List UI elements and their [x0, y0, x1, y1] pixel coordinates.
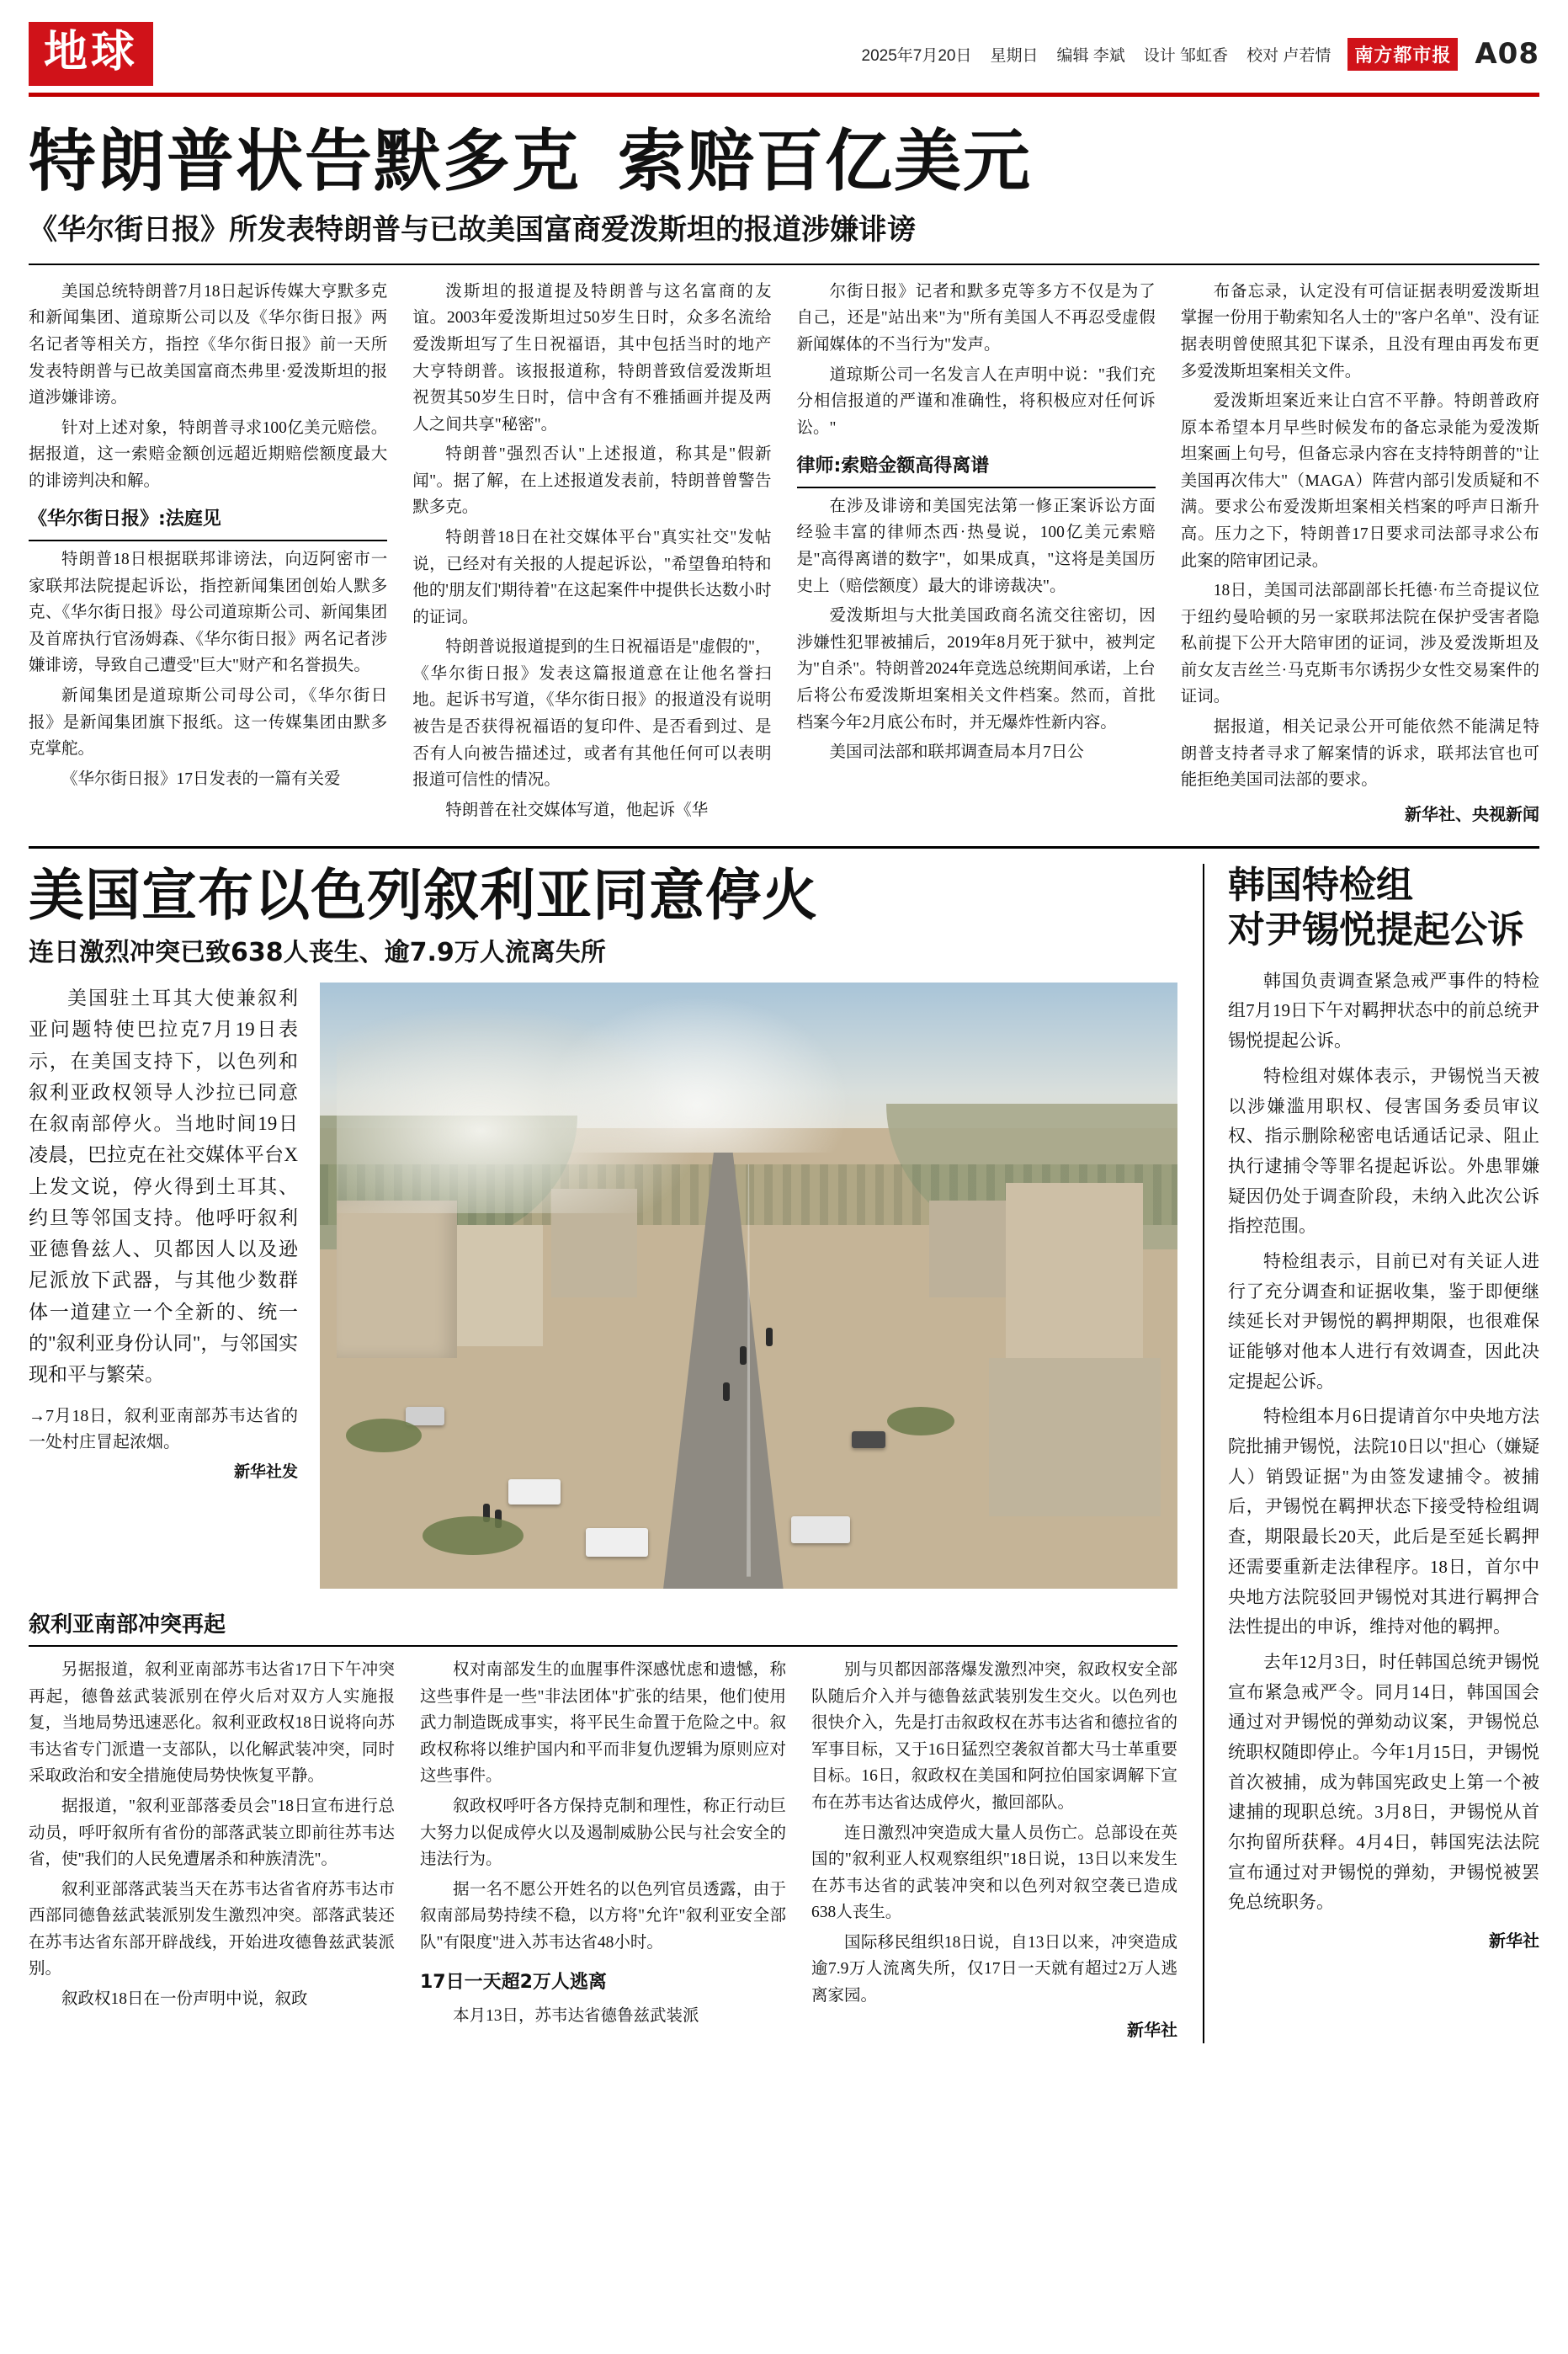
masthead-meta — [862, 43, 1331, 66]
photo-building — [457, 1225, 543, 1346]
paragraph: 特检组本月6日提请首尔中央地方法院批捕尹锡悦，法院10日以"担心（嫌疑人）销毁证据"为由签发逮捕令。被捕后，尹锡悦在羁押状态下接受特检组调查，期限最长20天，此后是至延长羁押还需要重新走法律程序。18日，首尔中央地方法院驳回尹锡悦对其进行羁押合法性提出的申诉，维持对他的羁押。 — [1228, 1406, 1539, 1638]
paragraph: 在涉及诽谤和美国宪法第一修正案诉讼方面经验丰富的律师杰西·热曼说，100亿美元索赔是"高得离谱的数字"，如果成真，"这将是美国历史上（赔偿额度）最大的诽谤裁决"。 — [796, 497, 1156, 595]
photo-person — [766, 1328, 773, 1346]
rail-byline: 新华社 — [1489, 1931, 1539, 1952]
story2-body — [29, 983, 1177, 1589]
photo-caption: →7月18日，叙利亚南部苏韦达省的一处村庄冒起浓烟。 — [29, 1407, 298, 1452]
rail-body — [1228, 967, 1539, 1955]
story1-byline: 新华社、央视新闻 — [1405, 803, 1539, 824]
photo-credit: 新华社发 — [233, 1462, 298, 1482]
story1-column-4 — [1181, 279, 1539, 828]
divider — [29, 264, 1539, 265]
page-title — [29, 124, 1539, 200]
story1-sub-heading-2: 律师:索赔金额高得离谱 — [797, 451, 1156, 488]
paragraph: 权对南部发生的血腥事件深感忧虑和遗憾，称这些事件是一些"非法团体"扩张的结果，他们使用武力制造既成事实，将平民生命置于危险之中。叙政权称将以维护国内和平而非复仇逻辑为原则应对这些事件。 — [420, 1661, 786, 1786]
story2-lead-column — [29, 983, 298, 1589]
story2-sub-heading: 17日一天超2万人逃离 — [420, 1972, 607, 1994]
paragraph: 叙政权呼吁各方保持克制和理性，称正行动巨大努力以促成停火以及遏制威胁公民与社会安全的违法行为。 — [420, 1797, 786, 1869]
paragraph: 美国总统特朗普7月18日起诉传媒大亨默多克和新闻集团、道琼斯公司以及《华尔街日报》两名记者等相关方，指控《华尔街日报》前一天所发表特朗普与已故美国富商杰弗里·爱泼斯坦的报道涉嫌诽谤。 — [29, 282, 388, 407]
photo-vehicle — [406, 1407, 444, 1425]
paragraph: 连日激烈冲突造成大量人员伤亡。总部设在英国的"叙利亚人权观察组织"18日说，13日以来发生在苏韦达省的武装冲突和以色列对叙空袭已造成638人丧生。 — [811, 1824, 1177, 1922]
masthead-right — [862, 37, 1539, 71]
story1-column-3 — [797, 279, 1156, 828]
photo-smoke-plume-2 — [543, 994, 852, 1152]
paragraph: 尔街日报》记者和默多克等多方不仅是为了自己，还是"站出来"为"所有美国人不再忍受虚假新闻媒体的不当行为"发声。 — [796, 282, 1156, 354]
story-syria-ceasefire — [29, 864, 1177, 2043]
photo-building — [989, 1358, 1161, 1515]
publish-date: 2025年7月20日 — [861, 46, 972, 65]
paragraph: 特朗普"强烈否认"上述报道，称其是"假新闻"。据了解，在上述报道发表前，特朗普曾警告默多克。 — [412, 445, 772, 517]
proofreader-credit: 校对 卢若情 — [1246, 46, 1331, 65]
editor-credit: 编辑 李斌 — [1056, 46, 1125, 65]
story2-column-3 — [811, 1657, 1177, 2043]
paragraph: 韩国负责调查紧急戒严事件的特检组7月19日下午对羁押状态中的前总统尹锡悦提起公诉。 — [1228, 970, 1539, 1052]
photo-shrub — [887, 1407, 954, 1435]
paragraph: 爱泼斯坦案近来让白宫不平静。特朗普政府原本希望本月早些时候发布的备忘录能为爱泼斯坦案画上句号，但备忘录内容在支持特朗普的"让美国再次伟大"（MAGA）阵营内部引发质疑和不满。要求公布爱泼斯坦案相关档案的呼声日渐升高。压力之下，特朗普17日要求司法部寻求公布此案的陪审团记录。 — [1180, 392, 1539, 570]
photo-building — [929, 1201, 1007, 1297]
section-badge: 地球 — [29, 22, 153, 86]
news-photo — [320, 983, 1177, 1589]
paragraph: 叙利亚部落武装当天在苏韦达省省府苏韦达市西部同德鲁兹武装派别发生激烈冲突。部落武装还在苏韦达省东部开辟战线，开始进攻德鲁兹武装派别。 — [29, 1880, 395, 1979]
photo-person — [740, 1346, 747, 1365]
paragraph: 新闻集团是道琼斯公司母公司，《华尔街日报》是新闻集团旗下报纸。这一传媒集团由默多克掌舵。 — [29, 686, 388, 759]
story2-byline: 新华社 — [1127, 2019, 1177, 2040]
paragraph: 别与贝都因部落爆发激烈冲突，叙政权安全部队随后介入并与德鲁兹武装别发生交火。以色列也很快介入，先是打击叙政权在苏韦达省和德拉省的军事目标，又于16日猛烈空袭叙首都大马士革重要目标。16日，叙政权在美国和阿拉伯国家调解下宣布在苏韦达省达成停火，撤回部队。 — [811, 1661, 1177, 1812]
paragraph: 美国司法部和联邦调查局本月7日公 — [829, 743, 1084, 762]
photo-scene — [320, 983, 1177, 1589]
rail-headline — [1228, 864, 1539, 953]
rail-headline-line-2: 对尹锡悦提起公诉 — [1228, 908, 1524, 951]
story-korea-indictment — [1203, 864, 1539, 2043]
headline-part-1: 特朗普状告默多克 — [29, 122, 581, 200]
story1-sub-heading: 《华尔街日报》:法庭见 — [29, 504, 387, 541]
paragraph: 去年12月3日，时任韩国总统尹锡悦宣布紧急戒严令。同月14日，韩国国会通过对尹锡悦的弹劾动议案，尹锡悦总统职权随即停止。今年1月15日，尹锡悦首次被捕，成为韩国宪政史上第一个被逮捕的现职总统。3月8日，尹锡悦从首尔拘留所获释。4月4日，韩国宪法法院宣布通过对尹锡悦的弹劾，尹锡悦被罢免总统职务。 — [1228, 1651, 1539, 1913]
page-number: A08 — [1475, 37, 1539, 71]
story2-section-title: 叙利亚南部冲突再起 — [29, 1607, 1177, 1647]
paragraph: 另据报道，叙利亚南部苏韦达省17日下午冲突再起，德鲁兹武装派别在停火后对双方人实施报复，当地局势迅速恶化。叙利亚政权18日说将向苏韦达省专门派遣一支部队，以化解武装冲突，同时采取政治和安全措施使局势快恢复平静。 — [29, 1661, 395, 1786]
paragraph: 据一名不愿公开姓名的以色列官员透露，由于叙南部局势持续不稳，以方将"允许"叙利亚安全部队"有限度"进入苏韦达省48小时。 — [420, 1880, 786, 1952]
photo-shrub — [423, 1516, 524, 1555]
paragraph: 叙政权18日在一份声明中说，叙政 — [61, 1989, 308, 2008]
paragraph: 泼斯坦的报道提及特朗普与这名富商的友谊。2003年爱泼斯坦过50岁生日时，众多名流给爱泼斯坦写了生日祝福语，其中包括当时的地产大亨特朗普。该报报道称，特朗普致信爱泼斯坦祝贺其50岁生日时，信中含有不雅插画并提及两人之间共享"秘密"。 — [412, 282, 772, 434]
story2-columns — [29, 1657, 1177, 2043]
photo-vehicle — [852, 1431, 885, 1448]
story2-headline: 美国宣布以色列叙利亚同意停火 — [29, 863, 818, 929]
paragraph: 特朗普18日根据联邦诽谤法，向迈阿密市一家联邦法院提起诉讼，指控新闻集团创始人默多克、《华尔街日报》母公司道琼斯公司、新闻集团及首席执行官汤姆森、《华尔街日报》两名记者涉嫌诽谤，导致自己遭受"巨大"财产和名誉损失。 — [29, 551, 388, 675]
weekday: 星期日 — [990, 46, 1039, 65]
paper-name: 南方都市报 — [1347, 38, 1458, 71]
story1-columns — [29, 279, 1539, 828]
paragraph: 特检组对媒体表示，尹锡悦当天被以涉嫌滥用职权、侵害国务委员审议权、指示删除秘密电话通话记录、阻止执行逮捕令等罪名提起诉讼。外患罪嫌疑因仍处于调查阶段，未纳入此次公诉指控范围。 — [1228, 1065, 1539, 1237]
lower-section — [29, 849, 1539, 2043]
paragraph: 据报道，"叙利亚部落委员会"18日宣布进行总动员，呼吁叙所有省份的部落武装立即前往苏韦达省，使"我们的人民免遭屠杀和种族清洗"。 — [29, 1797, 395, 1869]
story2-column-2 — [420, 1657, 786, 2043]
story2-column-1 — [29, 1657, 395, 2043]
masthead — [29, 22, 1539, 97]
story-trump-murdoch — [29, 97, 1539, 828]
masthead-left — [29, 22, 153, 86]
paragraph: 《华尔街日报》17日发表的一篇有关爱 — [61, 770, 341, 788]
story2-subhead: 连日激烈冲突已致638人丧生、逾7.9万人流离失所 — [29, 938, 606, 968]
story1-subhead: 《华尔街日报》所发表特朗普与已故美国富商爱泼斯坦的报道涉嫌诽谤 — [29, 212, 916, 247]
photo-shrub — [346, 1419, 422, 1452]
story1-column-1 — [29, 279, 387, 828]
paragraph: 特检组表示，目前已对有关证人进行了充分调查和证据收集，鉴于即便继续延长对尹锡悦的羁押期限，也很难保证能够对他本人进行有效调查，因此决定提起公诉。 — [1228, 1250, 1539, 1392]
paragraph: 国际移民组织18日说，自13日以来，冲突造成逾7.9万人流离失所，仅17日一天就有超过2万人逃离家园。 — [811, 1933, 1177, 2005]
photo-building — [1006, 1183, 1143, 1365]
photo-vehicle — [586, 1528, 648, 1557]
rail-headline-line-1: 韩国特检组 — [1228, 864, 1413, 908]
paragraph: 据报道，相关记录公开可能依然不能满足特朗普支持者寻求了解案情的诉求，联邦法官也可能拒绝美国司法部的要求。 — [1180, 718, 1539, 790]
photo-person — [723, 1382, 730, 1401]
paragraph: 爱泼斯坦与大批美国政商名流交往密切，因涉嫌性犯罪被捕后，2019年8月死于狱中，被判定为"自杀"。特朗普2024年竞选总统期间承诺，上台后将公布爱泼斯坦案相关文件档案。然而，首批档案今年2月底公布时，并无爆炸性新内容。 — [796, 607, 1156, 732]
paragraph: 18日，美国司法部副部长托德·布兰奇提议位于纽约曼哈顿的另一家联邦法院在保护受害者隐私前提下公开大陪审团的证词，涉及爱泼斯坦及前女友吉丝兰·马克斯韦尔诱拐少女性交易案件的证词。 — [1180, 582, 1539, 706]
designer-credit: 设计 邹虹香 — [1143, 46, 1229, 65]
paragraph: 布备忘录，认定没有可信证据表明爱泼斯坦掌握一份用于勒索知名人士的"客户名单"、没有证据表明曾使照其犯下谋杀，且没有理由再发布更多爱泼斯坦案相关文件。 — [1180, 282, 1539, 381]
paragraph: 针对上述对象，特朗普寻求100亿美元赔偿。据报道，这一索赔金额创远超近期赔偿额度最大的诽谤判决和解。 — [29, 418, 388, 490]
photo-vehicle — [791, 1516, 850, 1543]
paragraph: 本月13日，苏韦达省德鲁兹武装派 — [453, 2007, 699, 2026]
headline-part-2: 索赔百亿美元 — [618, 122, 1032, 200]
paragraph: 特朗普在社交媒体写道，他起诉《华 — [445, 801, 709, 819]
photo-building — [337, 1201, 457, 1358]
photo-vehicle — [508, 1479, 561, 1505]
story1-column-2 — [412, 279, 771, 828]
paragraph: 特朗普说报道提到的生日祝福语是"虚假的"，《华尔街日报》发表这篇报道意在让他名誉扫地。起诉书写道，《华尔街日报》的报道没有说明被告是否获得祝福语的复印件、是否看到过、是否有人向被告描述过，或者有其他任何可以表明报道可信性的情况。 — [412, 638, 772, 790]
paragraph: 特朗普18日在社交媒体平台"真实社交"发帖说，已经对有关报的人提起诉讼，"希望鲁珀特和他的'朋友们'期待着"在这起案件中提供长达数小时的证词。 — [412, 528, 772, 626]
paragraph: 美国驻土耳其大使兼叙利亚问题特使巴拉克7月19日表示，在美国支持下，以色列和叙利亚政权领导人沙拉已同意在叙南部停火。当地时间19日凌晨，巴拉克在社交媒体平台X上发文说，停火得到土耳其、约旦等邻国支持。他呼吁叙利亚德鲁兹人、贝都因人以及逊尼派放下武器，与其他少数群体一道建立一个全新的、统一的"叙利亚身份认同"，与邻国实现和平与繁荣。 — [29, 988, 298, 1386]
paragraph: 道琼斯公司一名发言人在声明中说："我们充分相信报道的严谨和准确性，将积极应对任何诉讼。" — [796, 365, 1156, 437]
